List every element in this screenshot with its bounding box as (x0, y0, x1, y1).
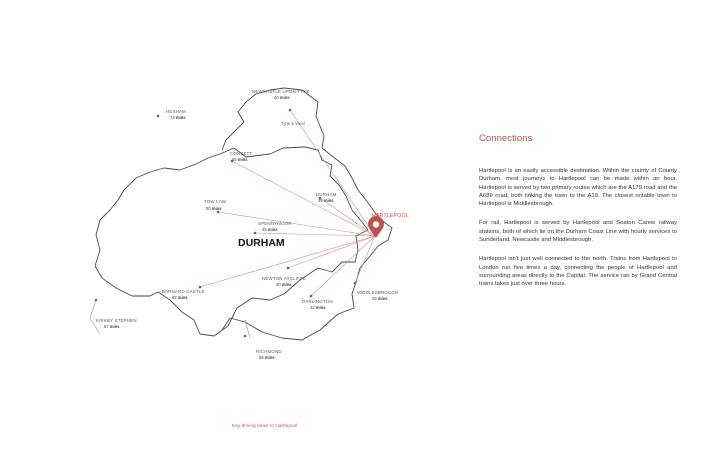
county-durham-boundary (95, 147, 368, 336)
town-time-newton-aycliffe: 40 mins (276, 282, 292, 287)
route-tow-law (218, 212, 375, 236)
panel-paragraph-road: Hartlepool is an easily accessible destination. Within the county of County Durham, most journeys to Hartlepool can be made within an hour. Hartlepool is served by two primary routes which are the A179 road and the A689 road, both linking the town to the A19. The closest notable town to Hartlepool is Middlesbrough. (479, 168, 677, 208)
town-name-middlesbrough: MIDDLESBROUGH (357, 290, 399, 295)
route-newcastle (290, 110, 375, 236)
town-name-kirkby-stephen: KIRKBY STEPHEN (96, 318, 137, 323)
hub-marker (368, 216, 384, 238)
town-name-darlington: DARLINGTON (302, 299, 333, 304)
town-dot-darlington (310, 295, 313, 298)
town-time-consett: 55 mins (232, 157, 248, 162)
route-darlington (311, 236, 375, 296)
hub-label-hartlepool: HARTLEPOOL (372, 213, 409, 219)
town-time-durham: 35 mins (318, 198, 334, 203)
town-name-tow-law: TOW LAW (204, 199, 227, 204)
town-time-kirkby-stephen: 87 mins (104, 324, 120, 329)
town-name-barnard-castle: BARNARD CASTLE (162, 289, 205, 294)
route-newton-aycliffe (288, 236, 375, 268)
town-name-newton-aycliffe: NEWTON AYCLIFFE (262, 276, 307, 281)
town-name-spennymoor: SPENNYMOOR (258, 221, 292, 226)
town-dot-newcastle (289, 109, 292, 112)
town-dot-tow-law (217, 211, 220, 214)
town-dot-hexham (157, 115, 160, 118)
town-dot-middlesbrough (354, 282, 357, 285)
town-name-newcastle: NEWCASTLE UPON TYNE (252, 89, 310, 94)
town-time-newcastle: 40 mins (274, 95, 290, 100)
town-dot-richmond (244, 335, 247, 338)
panel-paragraph-london: Hartlepool isn't just well connected to the north. Trains from Hartlepool to London run five times a day, connecting the people of Hartlepool and surrounding areas directly to the Capital. The service ran by Grand Central trains takes just over three hours. (479, 256, 677, 288)
panel-heading: Connections (479, 133, 533, 144)
town-time-hexham: 74 mins (170, 115, 186, 120)
town-time-tow-law: 50 mins (206, 206, 222, 211)
town-name-hexham: HEXHAM (166, 109, 186, 114)
town-name-consett: CONSETT (230, 151, 253, 156)
town-time-darlington: 42 mins (310, 305, 326, 310)
map-caption: Key driving times to Hartlepool (232, 423, 298, 428)
route-durham (320, 198, 375, 236)
route-consett (232, 161, 375, 236)
town-dot-newton-aycliffe (287, 267, 290, 270)
town-time-barnard-castle: 62 mins (172, 295, 188, 300)
town-name-durham: DURHAM (316, 192, 337, 197)
panel-paragraph-rail: For rail, Hartlepool is served by Hartlepool and Seaton Carew railway stations, both of which lie on the Durham Coast Line with hourly services to Sunderland, Newcastle and Middlesbrough. (479, 220, 677, 244)
town-time-richmond: 55 mins (259, 355, 275, 360)
road-stub (90, 300, 100, 334)
route-middlesbrough (355, 236, 375, 283)
town-time-middlesbrough: 26 mins (372, 296, 388, 301)
town-dot-spennymoor (254, 232, 257, 235)
region-label: DURHAM (238, 237, 285, 249)
town-name-richmond: RICHMOND (256, 349, 282, 354)
town-time-spennymoor: 35 mins (262, 227, 278, 232)
town-dot-barnard-castle (199, 286, 202, 289)
connections-panel (479, 133, 677, 300)
area-label-tyne-and-wear: Tyne & Wear (281, 121, 306, 126)
town-dot-kirkby-stephen (95, 299, 98, 302)
tyne-and-wear-boundary (222, 88, 324, 150)
